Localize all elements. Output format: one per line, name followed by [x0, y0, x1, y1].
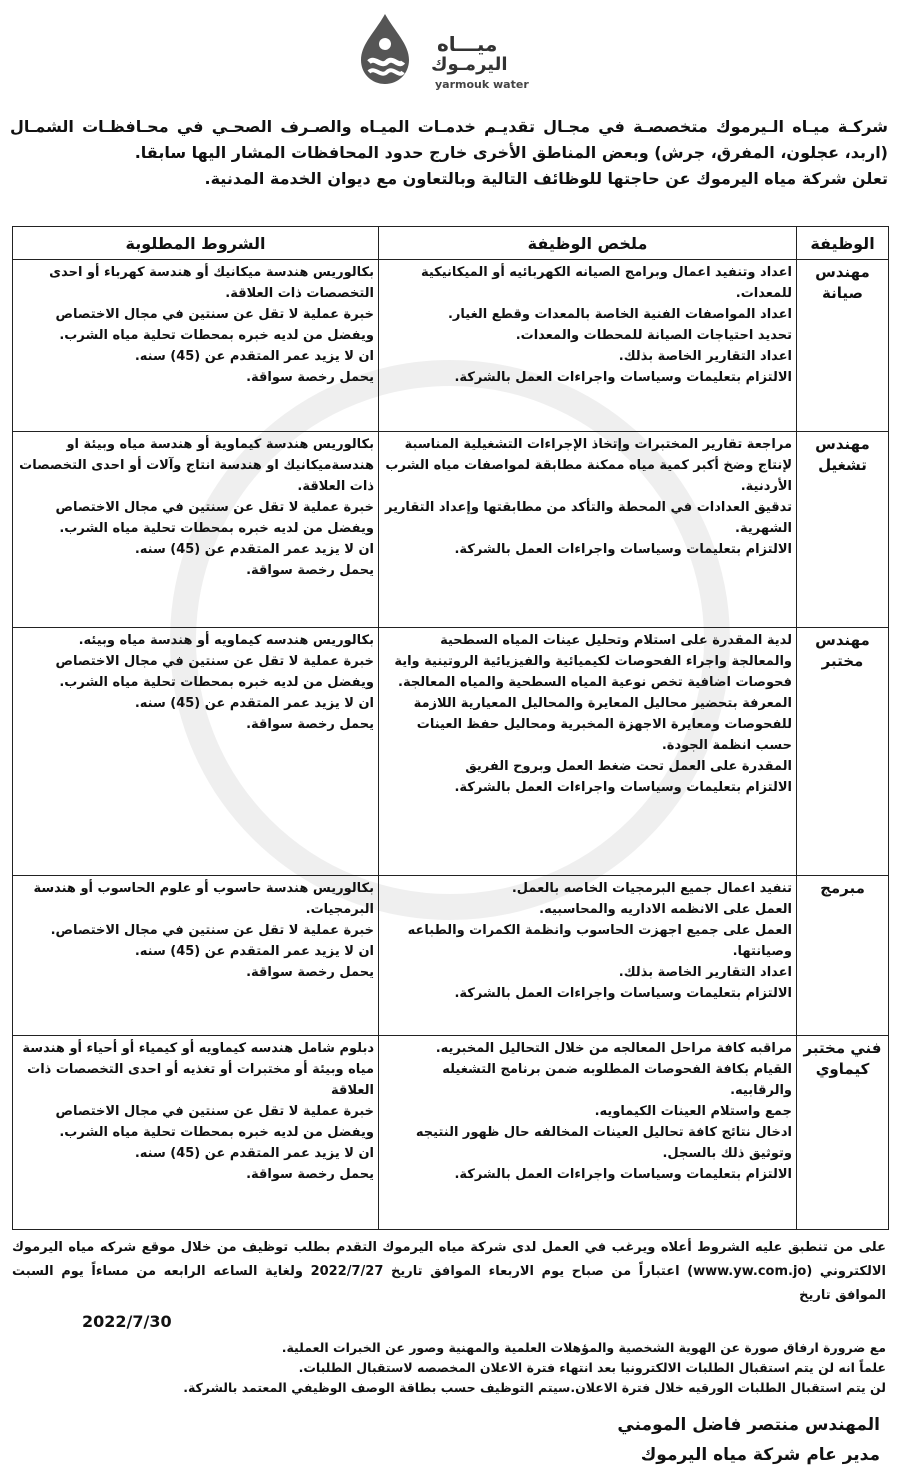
requirement-line: ان لا يزيد عمر المتقدم عن (45) سنه.	[134, 349, 374, 364]
summary-line: المقدرة على العمل تحت ضغط العمل وبروح الفريق	[465, 759, 792, 774]
summary-line: اعداد المواصفات الفنية الخاصة بالمعدات وقطع الغيار.	[447, 307, 792, 322]
requirement-line: بكالوريس هندسة كيماوية أو هندسة مياه وبيئة او هندسةميكانيك او هندسة انتاج وآلات أو احدى التخصصات ذات العلاقة.	[19, 437, 374, 494]
job-title-line: مهندس صيانة	[815, 263, 870, 302]
deadline-date: 2022/7/30	[82, 1312, 172, 1331]
requirement-line: ان لا يزيد عمر المتقدم عن (45) سنه.	[134, 1146, 374, 1161]
table-row	[13, 876, 889, 1036]
job-summary	[379, 876, 797, 1036]
apply-text: على من تنطبق عليه الشروط أعلاه ويرغب في العمل لدى شركة مياه اليرموك التقدم بطلب توظيف من خلال موقع شركه مياه اليرموك الالكتروني (www.yw.com.jo) اعتباراً من صباح يوم الاربعاء الموافق تاريخ 2022/7/27 ولغاية الساعه الرابعه من مساءاً يوم السبت الموافق تاريخ	[12, 1240, 886, 1303]
requirement-line: ان لا يزيد عمر المتقدم عن (45) سنه.	[134, 542, 374, 557]
requirement-line: يحمل رخصة سواقة.	[246, 965, 374, 980]
summary-line: الالتزام بتعليمات وسياسات واجراءات العمل بالشركة.	[454, 542, 792, 557]
signature-block	[617, 1410, 880, 1470]
summary-line: اعداد وتنفيد اعمال وبرامج الصيانه الكهربائيه أو الميكانيكية للمعدات.	[420, 265, 792, 301]
water-drop-icon	[345, 10, 425, 90]
summary-line: لدية المقدرة على استلام وتحليل عينات المياه السطحية والمعالجة واجراء الفحوصات لكيميائية والفيزيائية الروتينية واية فحوصات اضافية تخص نوعية المياه السطحية والمياه المعالجة.	[394, 633, 792, 690]
summary-line: ادخال نتائج كافة تحاليل العينات المخالفه حال ظهور النتيجه وتوثيق ذلك بالسجل.	[415, 1125, 792, 1161]
job-title-line: فني مختبر	[803, 1039, 882, 1057]
summary-line: مراجعة تقارير المختبرات وإتخاذ الإجراءات التشغيلية المناسبة لإنتاج وضخ أكبر كمية مياه ممكنة مطابقة لمواصفات مياه الشرب الأردنية.	[385, 437, 792, 494]
job-summary	[379, 432, 797, 628]
application-instructions	[12, 1236, 886, 1398]
table-row	[13, 432, 889, 628]
summary-line: المعرفة بتحضير محاليل المعايرة والمحاليل المعيارية اللازمة للفحوصات ومعايرة الاجهزة المخبرية ومحاليل حفظ العينات حسب انظمة الجودة.	[413, 696, 792, 753]
intro-paragraph-1: شركـة ميـاه الـيرموك متخصصـة في مجـال تقديـم خدمـات الميـاه والصـرف الصحـي في محـافظـات الشمـال (اربد، عجلون، المفرق، جرش) وبعض المناطق الأخرى خارج حدود المحافظات المشار اليها سابقا.	[10, 117, 888, 162]
job-summary	[379, 1036, 797, 1230]
requirement-line: بكالوريس هندسة ميكانيك أو هندسة كهرباء أو احدى التخصصات ذات العلاقة.	[49, 265, 374, 301]
requirement-line: يحمل رخصة سواقة.	[246, 370, 374, 385]
company-logo	[345, 10, 555, 90]
summary-line: اعداد التقارير الخاصة بذلك.	[618, 349, 792, 364]
job-title	[797, 1036, 889, 1230]
intro-paragraph-2: تعلن شركة مياه اليرموك عن حاجتها للوظائف التالية وبالتعاون مع ديوان الخدمة المدنية.	[204, 169, 888, 188]
job-requirements	[13, 1036, 379, 1230]
logo-name-en: yarmouk water	[435, 78, 529, 91]
table-header-row	[13, 227, 889, 260]
summary-line: الالتزام بتعليمات وسياسات واجراءات العمل بالشركة.	[454, 1167, 792, 1182]
requirement-line: يحمل رخصة سواقة.	[246, 563, 374, 578]
summary-line: الالتزام بتعليمات وسياسات واجراءات العمل بالشركة.	[454, 370, 792, 385]
requirement-line: بكالوريس هندسة حاسوب أو علوم الحاسوب أو هندسة البرمجيات.	[33, 881, 374, 917]
requirement-line: بكالوريس هندسه كيماويه أو هندسة مياه وبيئه.	[78, 633, 374, 648]
job-title	[797, 260, 889, 432]
summary-line: مراقبه كافة مراحل المعالجه من خلال التحاليل المخبريه.	[435, 1041, 792, 1056]
requirement-line: دبلوم شامل هندسه كيماويه أو كيمياء أو أحياء أو هندسة مياه وبيئة أو مختبرات أو تغذيه أو احدى التخصصات ذات العلاقة	[22, 1041, 374, 1098]
summary-line: جمع واستلام العينات الكيماويه.	[594, 1104, 792, 1119]
summary-line: تنفيد اعمال جميع البرمجيات الخاصه بالعمل.	[511, 881, 792, 896]
requirement-line: خبرة عملية لا تقل عن سنتين في مجال الاختصاص ويفضل من لديه خبره بمحطات تحلية مياه الشرب.	[55, 500, 374, 536]
job-title	[797, 876, 889, 1036]
jobs-table	[12, 226, 889, 1230]
note-1: مع ضرورة ارفاق صورة عن الهوية الشخصية والمؤهلات العلمية والمهنية وصور عن الخبرات العملية.	[281, 1340, 886, 1355]
job-summary	[379, 260, 797, 432]
intro-text	[10, 114, 888, 192]
logo-name-line2: اليرمـوك	[431, 54, 508, 75]
summary-line: العمل على جميع اجهزت الحاسوب وانظمة الكمرات والطباعه وصيانتها.	[407, 923, 792, 959]
table-row	[13, 260, 889, 432]
header-title: الوظيفة	[797, 227, 889, 260]
requirement-line: خبرة عملية لا تقل عن سنتين في مجال الاختصاص.	[50, 923, 374, 938]
signatory-name: المهندس منتصر فاضل المومني	[617, 1415, 880, 1435]
job-title	[797, 628, 889, 876]
requirement-line: خبرة عملية لا تقل عن سنتين في مجال الاختصاص ويفضل من لديه خبره بمحطات تحلية مياه الشرب.	[55, 307, 374, 343]
note-2: علماً انه لن يتم استقبال الطلبات الالكترونيا بعد انتهاء فترة الاعلان المخصصه لاستقبال الطلبات.	[298, 1360, 886, 1375]
requirement-line: خبرة عملية لا تقل عن سنتين في مجال الاختصاص ويفضل من لديه خبره بمحطات تحلية مياه الشرب.	[55, 654, 374, 690]
job-title-line: مبرمج	[820, 879, 865, 897]
header-requirements: الشروط المطلوبة	[13, 227, 379, 260]
summary-line: الالتزام بتعليمات وسياسات واجراءات العمل بالشركة.	[454, 780, 792, 795]
job-title-line: مهندس مختبر	[815, 631, 870, 670]
job-requirements	[13, 628, 379, 876]
requirement-line: ان لا يزيد عمر المتقدم عن (45) سنه.	[134, 696, 374, 711]
job-title-line: كيماوي	[815, 1060, 870, 1078]
job-requirements	[13, 260, 379, 432]
note-3: لن يتم استقبال الطلبات الورقيه خلال فترة الاعلان.سيتم التوظيف حسب بطاقة الوصف الوظيفي المعتمد بالشركة.	[183, 1380, 886, 1395]
signatory-role: مدير عام شركة مياه اليرموك	[640, 1445, 880, 1465]
requirement-line: يحمل رخصة سواقة.	[246, 717, 374, 732]
requirement-line: خبرة عملية لا تقل عن سنتين في مجال الاختصاص ويفضل من لديه خبره بمحطات تحلية مياه الشرب.	[55, 1104, 374, 1140]
job-requirements	[13, 876, 379, 1036]
summary-line: تحديد احتياجات الصيانة للمحطات والمعدات.	[515, 328, 792, 343]
table-row	[13, 628, 889, 876]
job-summary	[379, 628, 797, 876]
requirement-line: يحمل رخصة سواقة.	[246, 1167, 374, 1182]
summary-line: الالتزام بتعليمات وسياسات واجراءات العمل بالشركة.	[454, 986, 792, 1001]
job-title	[797, 432, 889, 628]
logo-name-line1: ميـــاه	[437, 32, 498, 56]
requirement-line: ان لا يزيد عمر المتقدم عن (45) سنه.	[134, 944, 374, 959]
job-title-line: مهندس تشغيل	[815, 435, 870, 474]
summary-line: اعداد التقارير الخاصة بذلك.	[618, 965, 792, 980]
summary-line: القيام بكافة الفحوصات المطلوبه ضمن برنامج التشغيله والرقابيه.	[442, 1062, 792, 1098]
summary-line: تدقيق العدادات في المحطة والتأكد من مطابقتها وإعداد التقارير الشهرية.	[384, 500, 792, 536]
job-requirements	[13, 432, 379, 628]
table-row	[13, 1036, 889, 1230]
summary-line: العمل على الانظمه الاداريه والمحاسبيه.	[539, 902, 792, 917]
header-summary: ملخص الوظيفة	[379, 227, 797, 260]
